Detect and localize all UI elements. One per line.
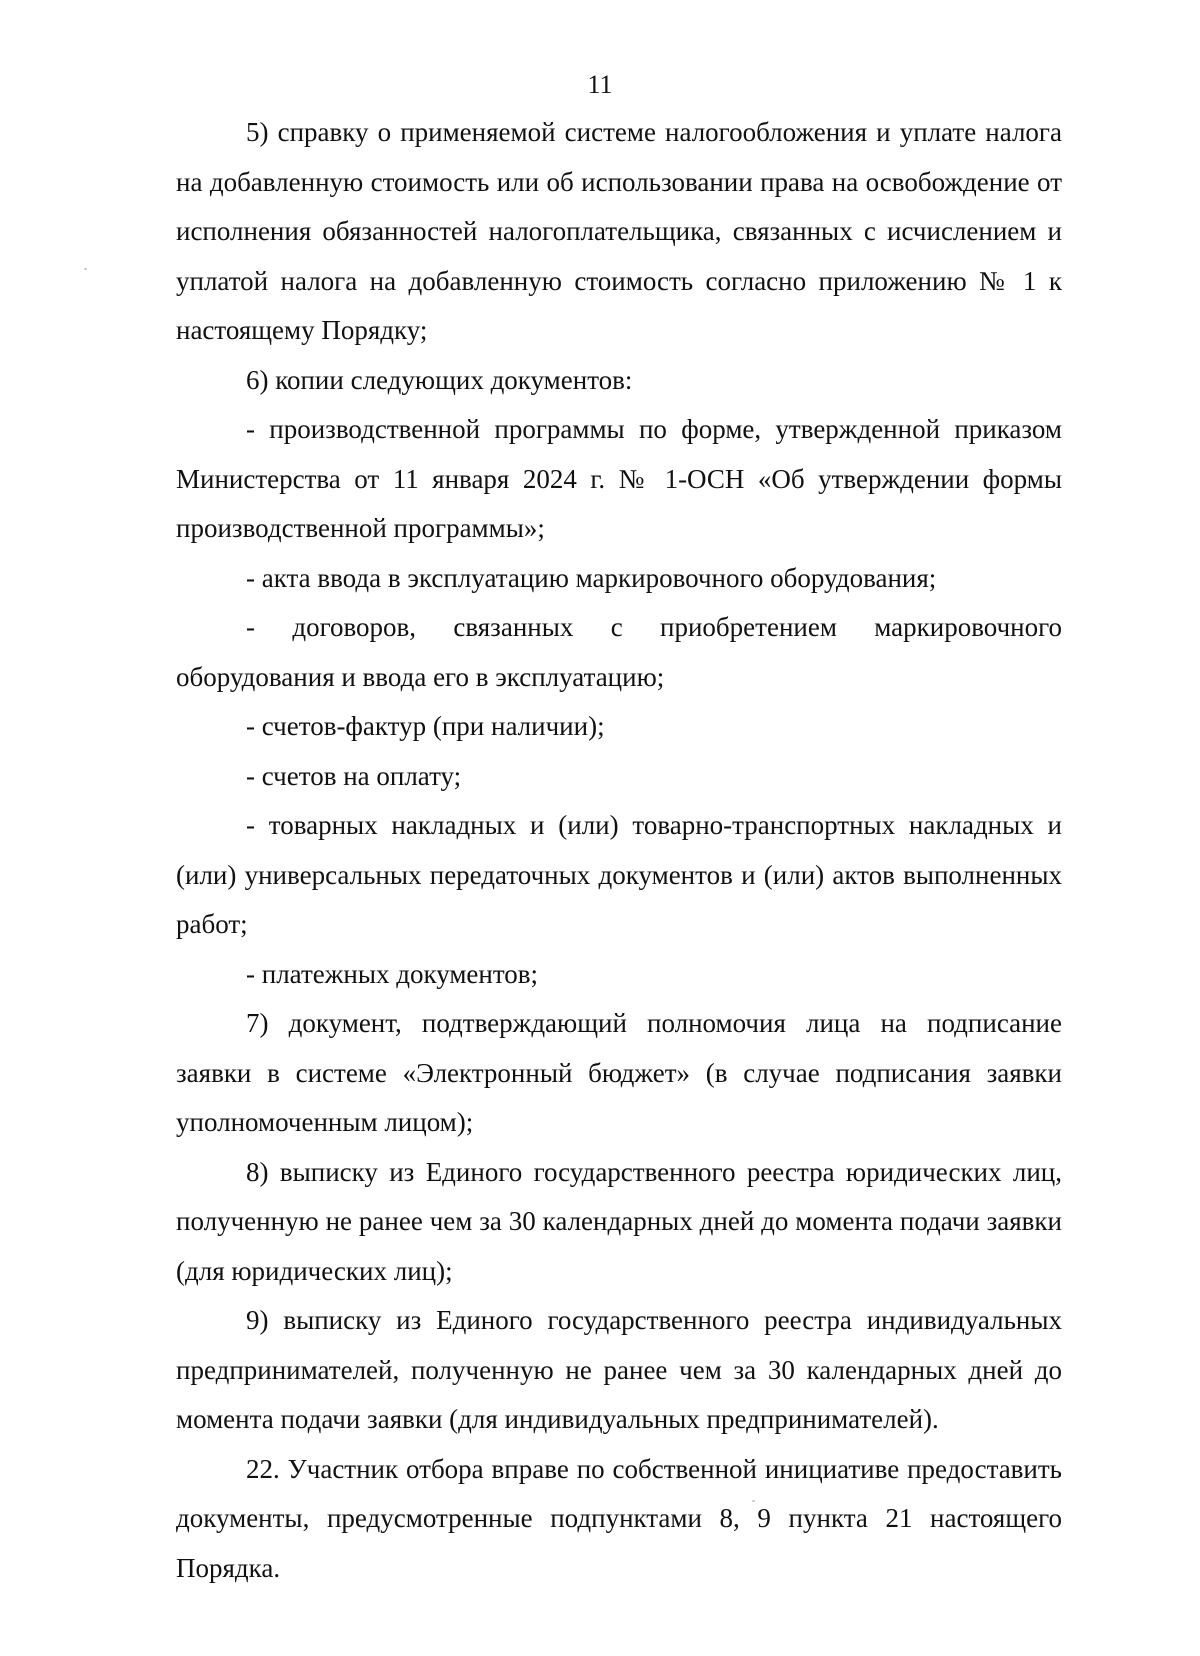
list-item-invoices: - счетов-фактур (при наличии); [246, 711, 605, 741]
scan-speck [752, 1500, 755, 1502]
page-number: 11 [587, 70, 613, 99]
scan-speck [84, 268, 87, 270]
paragraph-22-participant-rights: 22. Участник отбора вправе по собственной инициативе предоставить документы, предусмотренные подпунктами 8, 9 пункта 21 настоящего Порядка. [176, 1453, 1062, 1583]
document-body [176, 108, 1062, 1593]
paragraph-item-8-legal-entities-extract: 8) выписку из Единого государственного реестра юридических лиц, полученную не ранее чем за 30 календарных дней до момента подачи заявки (для юридических лиц); [176, 1156, 1062, 1286]
list-item-payment-documents: - платежных документов; [246, 958, 539, 989]
list-item-commissioning-act: - акта ввода в эксплуатацию маркировочного оборудования; [246, 562, 937, 593]
paragraph-item-5-tax-certificate: 5) справку о применяемой системе налогообложения и уплате налога на добавленную стоимость или об использовании права на освобождение от исполнения обязанностей налогоплательщика, связанных с исчислением и уплатой налога на добавленную стоимость согласно приложению № 1 к настоящему Порядку; [176, 117, 1062, 345]
list-item-payment-bills: - счетов на оплату; [246, 760, 462, 791]
paragraph-item-7-authority-document: 7) документ, подтверждающий полномочия лица на подписание заявки в системе «Электронный бюджет» (в случае подписания заявки уполномоченным лицом); [176, 1008, 1062, 1137]
list-item-equipment-contracts: - договоров, связанных с приобретением маркировочного оборудования и ввода его в эксплуатацию; [176, 612, 1062, 692]
list-item-waybills: - товарных накладных и (или) товарно-транспортных накладных и (или) универсальных передаточных документов и (или) актов выполненных работ; [176, 810, 1062, 939]
paragraph-item-9-entrepreneurs-extract: 9) выписку из Единого государственного реестра индивидуальных предпринимателей, полученную не ранее чем за 30 календарных дней до момента подачи заявки (для индивидуальных предпринимателей). [176, 1305, 1062, 1434]
list-item-production-program: - производственной программы по форме, утвержденной приказом Министерства от 11 января 2024 г. № 1-ОСН «Об утверждении формы производственной программы»; [176, 414, 1062, 543]
paragraph-item-6-document-copies: 6) копии следующих документов: [246, 364, 633, 395]
